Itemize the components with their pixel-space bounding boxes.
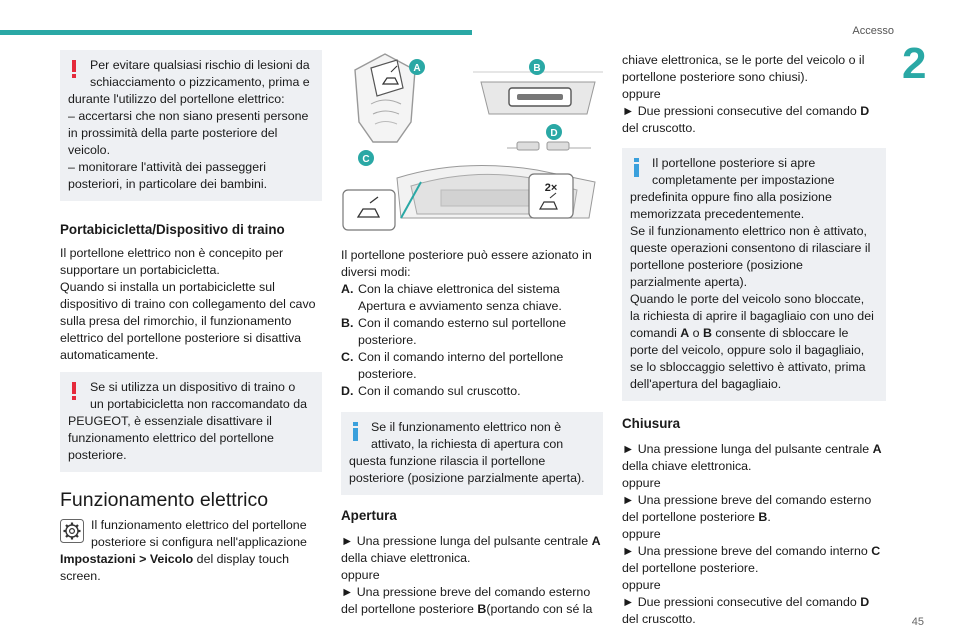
double-press-label: 2× [544,182,558,194]
paragraph: ► Due pressioni consecutive del comando D del cruscotto. [622,104,870,135]
warning-text: PEUGEOT, è essenziale disattivare il funzionamento elettrico del portellone posteriore. [68,414,274,462]
info-text: predefinita oppure fino alla posizione memorizzata precedentemente. [630,190,832,221]
paragraph: ► Una pressione breve del comando esterno del portellone posteriore B. [622,493,872,524]
settings-note [60,517,322,551]
info-icon [634,158,640,176]
paragraph: Quando si installa un portabiciclette sul dispositivo di traino con collegamento del cavo sulla presa del rimorchio, il funzionamento elettrico del portellone posteriore si disattiva automaticamente. [60,280,316,362]
paragraph: oppure [622,87,661,101]
warning-text: Se si utilizza un dispositivo di traino o un portabicicletta non raccomandato da [90,380,307,411]
info-text: Se il funzionamento elettrico non è attivato, queste operazioni consentono di rilasciare il portellone posteriore (posizione parzialmente aperta). [630,224,871,289]
info-text: Quando le porte del veicolo sono bloccate, la richiesta di aprire il bagagliaio con uno dei comandi A o B consente di sbloccare le porte del veicolo, oppure solo il bagagliaio, se lo sbloccaggio selettivo è attivato, prima dell'apertura del bagagliaio. [630,292,874,391]
page-number: 45 [911,616,924,628]
callout-b: B [533,63,541,74]
exterior-button-icon [473,72,603,114]
list-item: A. Con la chiave elettronica del sistema Apertura e avviamento senza chiave. [341,282,562,313]
info-icon [353,422,359,440]
warning-bullet: – monitorare l'attività dei passeggeri posteriori, in particolare dei bambini. [68,160,268,191]
heading-electric-operation: Funzionamento elettrico [60,489,269,511]
tailgate-illustration [341,50,603,235]
paragraph: chiave elettronica, se le porte del veicolo o il portellone posteriore sono chiusi). [622,53,865,84]
paragraph: oppure [622,476,661,490]
paragraph: Il portellone posteriore può essere azionato in diversi modi: [341,248,592,279]
paragraph: Impostazioni > Veicolo del display touch screen. [60,552,289,583]
menu-path: Impostazioni > Veicolo [60,552,194,566]
warning-icon [72,382,77,398]
chapter-number: 2 [902,39,927,88]
warning-box-safety [60,50,322,201]
info-box-release [341,412,603,495]
column-left [60,50,322,585]
info-text: questa funzione rilascia il portellone posteriore (posizione parzialmente aperta). [349,454,585,485]
paragraph: ► Una pressione breve del comando esterno del portellone posteriore B(portando con sé la [341,585,593,616]
column-right [622,52,886,628]
header-accent-bar [0,30,472,35]
column-middle [341,50,603,618]
list-item: D. Con il comando sul cruscotto. [341,384,521,398]
callout-c: C [362,154,370,165]
double-press-icon [529,174,573,218]
section-title: Accesso [852,25,894,37]
paragraph: ► Una pressione breve del comando interno C del portellone posteriore. [622,544,881,575]
paragraph: oppure [622,578,661,592]
heading-bike-carrier: Portabicicletta/Dispositivo di traino [60,222,285,237]
interior-button-icon [343,190,395,230]
callout-d: D [550,128,558,139]
callout-a: A [413,63,421,74]
paragraph: oppure [341,568,380,582]
info-box-memory [622,148,886,401]
warning-icon [72,60,77,76]
heading-closing: Chiusura [622,416,681,431]
dashboard-button-icon [507,142,591,150]
paragraph: ► Una pressione lunga del pulsante centrale A della chiave elettronica. [341,534,601,565]
gear-icon [60,519,84,543]
paragraph: oppure [622,527,661,541]
paragraph: Il funzionamento elettrico del portellone posteriore si configura nell'applicazione [91,518,307,549]
heading-opening: Apertura [341,508,397,523]
warning-text: Per evitare qualsiasi rischio di lesioni da schiacciamento o pizzicamento, prima e [90,58,310,89]
key-fob-icon [355,54,415,142]
paragraph: Il portellone elettrico non è concepito per supportare un portabicicletta. [60,246,284,277]
warning-text: durante l'utilizzo del portellone elettrico: [68,92,285,106]
paragraph: ► Una pressione lunga del pulsante centrale A della chiave elettronica. [622,442,882,473]
paragraph: ► Due pressioni consecutive del comando D del cruscotto. [622,595,870,626]
info-text: Se il funzionamento elettrico non è attivato, la richiesta di apertura con [371,420,564,451]
warning-bullet: – accertarsi che non siano presenti persone in prossimità della parte posteriore del veicolo. [68,109,309,157]
list-item: C. Con il comando interno del portellone posteriore. [341,350,564,381]
warning-box-towing [60,372,322,472]
tailgate-controls-figure [341,50,603,235]
info-text: Il portellone posteriore si apre completamente per impostazione [652,156,835,187]
list-item: B. Con il comando esterno sul portellone posteriore. [341,316,567,347]
